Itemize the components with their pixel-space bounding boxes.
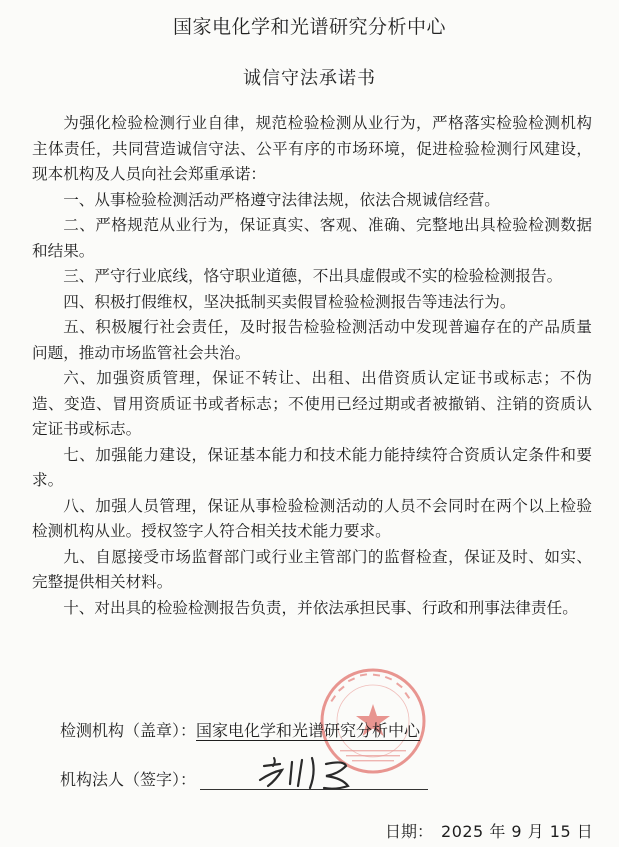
- date-value: 2025 年 9 月 15 日: [441, 822, 594, 841]
- paragraph-item-7: 七、加强能力建设，保证基本能力和技术能力能持续符合资质认定条件和要求。: [32, 445, 592, 489]
- organization-heading: 国家电化学和光谱研究分析中心: [172, 16, 446, 38]
- org-name: 国家电化学和光谱研究分析中心: [196, 721, 421, 740]
- document-title: 诚信守法承诺书: [243, 68, 376, 89]
- org-label: 检测机构（盖章）：: [60, 721, 197, 740]
- inspection-organization-line: [60, 718, 420, 741]
- signature-underline: [200, 769, 428, 790]
- rep-label: 机构法人（签字）：: [60, 770, 197, 789]
- paragraph-item-1: 一、从事检验检测活动严格遵守法律法规，依法合规诚信经营。: [63, 190, 500, 209]
- paragraph-item-2: 二、严格规范从业行为，保证真实、客观、准确、完整地出具检验检测数据和结果。: [32, 216, 592, 260]
- date-line: [385, 819, 593, 842]
- paragraph-item-4: 四、积极打假维权，坚决抵制买卖假冒检验检测报告等违法行为。: [63, 292, 516, 311]
- paragraph-intro: 为强化检验检测行业自律，规范检验检测从业行为，严格落实检验检测机构主体责任，共同营造诚信守法、公平有序的市场环境，促进检验检测行风建设，现本机构及人员向社会郑重承诺：: [32, 114, 592, 183]
- paragraph-item-9: 九、自愿接受市场监督部门或行业主管部门的监督检查，保证及时、如实、完整提供相关材料。: [32, 547, 592, 591]
- paragraph-item-5: 五、积极履行社会责任，及时报告检验检测活动中发现普遍存在的产品质量问题，推动市场监管社会共治。: [32, 318, 592, 362]
- paragraph-item-6: 六、加强资质管理，保证不转让、出租、出借资质认定证书或标志；不伪造、变造、冒用资质证书或者标志；不使用已经过期或者被撤销、注销的资质认定证书或标志。: [32, 369, 592, 438]
- date-label: 日期：: [385, 822, 434, 841]
- paragraph-item-3: 三、严守行业底线，恪守职业道德，不出具虚假或不实的检验检测报告。: [63, 267, 563, 285]
- paragraph-item-10: 十、对出具的检验检测报告负责，并依法承担民事、行政和刑事法律责任。: [63, 598, 578, 617]
- paragraph-item-8: 八、加强人员管理，保证从事检验检测活动的人员不会同时在两个以上检验检测机构从业。授权签字人符合相关技术能力要求。: [32, 496, 592, 540]
- legal-representative-line: [60, 767, 428, 790]
- commitment-body: [32, 111, 592, 621]
